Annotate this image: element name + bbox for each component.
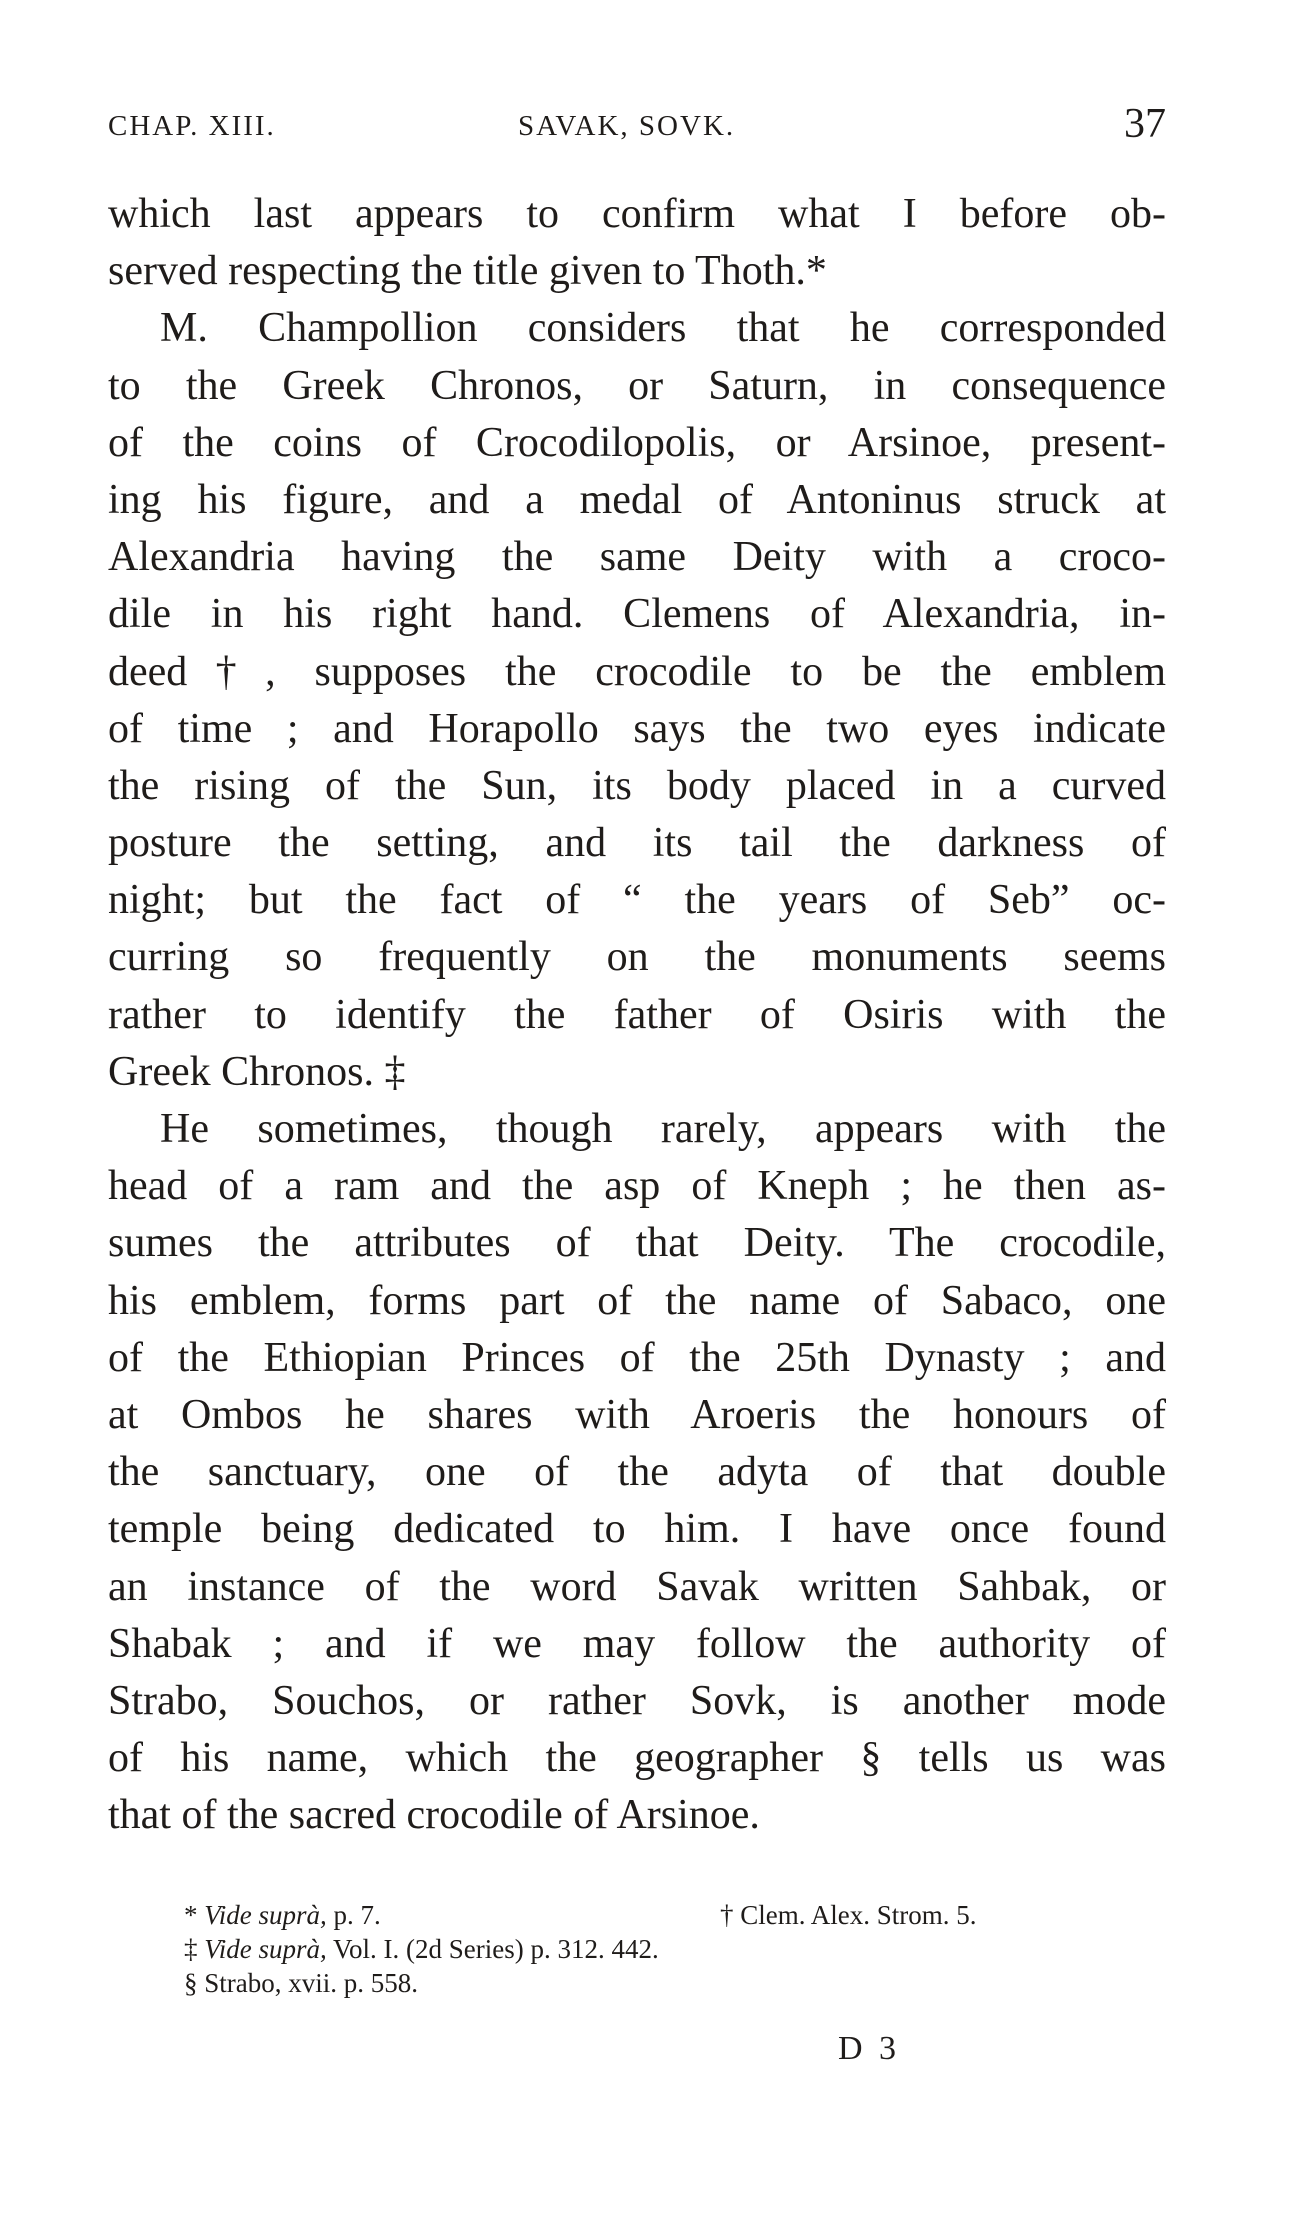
signature-mark: D 3: [838, 2030, 901, 2067]
text-line: the rising of the Sun, its body placed in a curved: [108, 762, 1166, 809]
footnote-row: [184, 1898, 1104, 1932]
footnote-text: § Strabo, xvii. p. 558.: [184, 1968, 418, 1998]
text-line: of time ; and Horapollo says the two eyes indicate: [108, 705, 1166, 752]
text-line: of the Ethiopian Princes of the 25th Dynasty ; and: [108, 1334, 1166, 1381]
footnote-row: [184, 1932, 1104, 1966]
text-line: at Ombos he shares with Aroeris the honours of: [108, 1391, 1166, 1438]
text-line: posture the setting, and its tail the darkness of: [108, 820, 1166, 867]
footnote-mark: ‡: [184, 1934, 198, 1964]
text-line: his emblem, forms part of the name of Sabaco, one: [108, 1277, 1166, 1324]
text-line: Shabak ; and if we may follow the authority of: [108, 1620, 1166, 1667]
text-line: Alexandria having the same Deity with a croco-: [108, 534, 1166, 581]
text-line: temple being dedicated to him. I have once found: [108, 1506, 1166, 1553]
text-line: sumes the attributes of that Deity. The crocodile,: [108, 1220, 1166, 1267]
footnotes: [184, 1898, 1104, 2000]
body-text: [108, 186, 1166, 1844]
page-number: 37: [1124, 101, 1166, 147]
text-line: ing his figure, and a medal of Antoninus struck at: [108, 476, 1166, 523]
footnote-italic: Vide suprà,: [204, 1934, 327, 1964]
footnote-italic: Vide suprà,: [204, 1900, 327, 1930]
text-line: rather to identify the father of Osiris with the: [108, 991, 1166, 1038]
text-line: to the Greek Chronos, or Saturn, in consequence: [108, 362, 1166, 409]
footnote-text: † Clem. Alex. Strom. 5.: [720, 1900, 977, 1930]
chapter-label: CHAP. XIII.: [108, 110, 276, 142]
footnote-text: Vol. I. (2d Series) p. 312. 442.: [333, 1934, 659, 1964]
text-line: the sanctuary, one of the adyta of that double: [108, 1449, 1166, 1496]
text-line: Greek Chronos. ‡: [108, 1048, 406, 1095]
running-title: SAVAK, SOVK.: [518, 110, 736, 142]
text-line: which last appears to confirm what I before ob-: [108, 191, 1166, 237]
text-line: deed†, supposes the crocodile to be the emblem: [108, 648, 1166, 695]
text-line: served respecting the title given to Thoth.*: [108, 248, 827, 295]
running-header: [108, 101, 1166, 154]
text-line: dile in his right hand. Clemens of Alexandria, in-: [108, 591, 1166, 638]
text-line: He sometimes, though rarely, appears with the: [160, 1106, 1166, 1152]
footnote-mark: *: [184, 1900, 198, 1930]
text-line: M. Champollion considers that he corresponded: [160, 305, 1166, 352]
footnote-text: p. 7.: [333, 1900, 381, 1930]
text-line: night; but the fact of “ the years of Seb” oc-: [108, 877, 1166, 924]
text-line: Strabo, Souchos, or rather Sovk, is another mode: [108, 1677, 1166, 1724]
text-line: of the coins of Crocodilopolis, or Arsinoe, present-: [108, 419, 1166, 466]
text-line: that of the sacred crocodile of Arsinoe.: [108, 1792, 760, 1839]
text-line: curring so frequently on the monuments seems: [108, 934, 1166, 981]
text-line: of his name, which the geographer § tells us was: [108, 1735, 1166, 1782]
text-line: head of a ram and the asp of Kneph ; he then as-: [108, 1163, 1166, 1210]
footnote-row: [184, 1966, 1104, 2000]
text-line: an instance of the word Savak written Sahbak, or: [108, 1563, 1166, 1610]
